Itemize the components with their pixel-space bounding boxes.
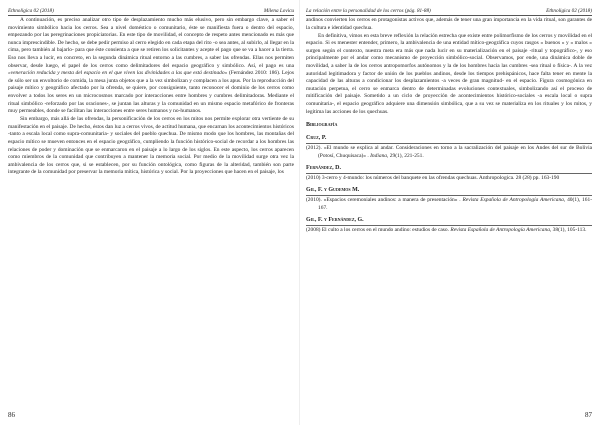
reference-text: (2012). «El mundo se explica al andar. Consideraciones en torno a la sacralización del paisaje en los Andes del sur de Bolivia (Potosí, Chuquisaca)» . Indiana, 29(1), 221-251. xyxy=(306,145,592,159)
page-number: 86 xyxy=(8,411,15,419)
journal-title: Ethnoligica 02 (2018) xyxy=(8,8,54,14)
reference-entry xyxy=(306,135,592,161)
journal-title: Ethnoligica 02 (2018) xyxy=(546,8,592,14)
gutter xyxy=(299,0,300,425)
reference-text: (2010) 3-cerro y 4-mundo: los números del banquete en las ofrendas quechuas. Anthropologica. 28 (28) pp. 163-190 xyxy=(306,175,560,182)
left-page xyxy=(8,0,294,425)
body-text xyxy=(306,17,592,403)
paragraph: A continuación, es preciso analizar otro tipo de desplazamiento mucho más elusivo, pero sin embargo clave, a saber el movimiento simbólico hacia los cerros. Sea a nivel doméstico o comunitario, éste se manifiesta fuera o dentro del espacio, empezando por las peregrinaciones propiciatorias. En este tipo de movilidad, el concepto de respeto antes mencionado es más que nunca imprescindible. De hecho, se debe pedir permiso al cerro elegido en cada etapa del rito -o sea antes, al subirlo, al llegar en la cima, pero también al bajarlo- para que éste consienta a que se retiren los solicitantes y acepte el pago que se va a hacer a la tierra. Eso nos lleva a lucir, en concreto, en la segunda dinámica ritual entorno a las cumbres, a saber las ofrendas. Ellas nos permiten observar, desde luego, el papel de los cerros como delimitadores del espacio geográfico y simbólico. Así, el pago es una «veneración reducida y mesta del espacio en el que viven las divinidades a las que está destinado» (Fernández 2010: 186). Lejos de sólo ser un envoltorio de comida, la mesa junta objetos que a la vez simbolizan y complacen a los apus. Por la reproducción del paisaje mítico y geográfico afectado por la ofrenda, se quiere, por consiguiente, tanto reconocer el dominio de los cerros como envolver a todos los seres en un microcosmos marcado por interacciones entre hombres y cumbres delimitadoras. Mediante el ritual simbólico -reforzado por las oraciones-, se juntan las alturas y la comunidad en un mismo espacio metafórico de fronteras muy permeables, donde se facilitan las interacciones entre seres humanos y no-humanos. xyxy=(8,17,294,115)
reference-text: (2010). «Espacios ceremoniales andinos: a manera de presentación» . Revista Española de Antropología Americana, 40(1), 161-167. xyxy=(306,197,592,211)
article-title: La relación entre la personalidad de los cerros (pág. 81-88) xyxy=(306,8,431,14)
paragraph: Sin embargo, más allá de las ofrendas, la personificación de los cerros en los mitos nos permite explorar otra vertiente de su manifestación en el paisaje. De hecho, éstos dan luz a cerros vivos, de actitud humana, que encarnan los acontecimientos históricos -tanto a escala local como supra-comunitaria- y sociales del pueblo quechua. De mismo modo que los hombres, las montañas del espacio mítico se mueven entonces en el espacio geográfico, cumpliendo la función histórico-social de recordar a los hombres las relaciones de poder y dominación que se enmarcaron en el paisaje a lo largo de los siglos. En este aspecto, los cerros aparecen como miembros de la comunidad que contribuyen a mantener la memoria social. Por medio de la movilidad surge otra vez la ambivalencia de los cerros que, si se establecen, por su función ontológica, como figuras de la alteridad, también son parte integrante de la comunidad por preservar la memoria mítica, histórica y social. Por la proyecciones que hacen en el paisaje, los xyxy=(8,116,294,176)
paragraph: andinos convierten los cerros en protagonistas activos que, además de tener una gran importancia en la vida ritual, son garantes de la cultura e identidad quechua. xyxy=(306,17,592,31)
reference-author: Gil, F. y Gudemos M. xyxy=(306,187,592,197)
reference-author: Cruz, P. xyxy=(306,135,592,145)
paragraph: En definitiva, vimos en esta breve reflexión la relación estrecha que existe entre polimorfismo de los cerros y movilidad en el espacio. Si es menester entender, primero, la ambivalencia de una entidad mítico-geográfica cuyos rasgos « buenos » y « malos » surgen según el contexto, nuestra meta era más que nada lucir en su materialización en el paisaje -ritual y topográfico-, y eso principalmente por el andar como mecanismo de proyección simbólico-social. Observamos, por ende, una dinámica doble de movilidad, a saber la de los cerros antropomorfos autónomos y la de los hombres hacia las cumbres -sea ritual o física-. A la vez autoridad legitimadora y factor de unión de los pueblos andinos, desde los tiempos prehispánicos, hace falta tener en mente la capacidad de las alturas a condicionar los desplazamientos -a veces de gran magnitud- en el espacio. Figura cosmogónica en mutación perpetua, el cerro se enmarca dentro de determinadas evoluciones contextuales, simbolizando así el proceso de mitificación del paisaje. Sometido a un ciclo de proyección de acontecimientos histórico-sociales -a escala local o supra comunitaria-, el espacio geográfico adquiere una dimensión simbólica, que a su vez se materializa en los rituales y los mitos, y legitima las acciones de los quechuas. xyxy=(306,32,592,115)
reference-entry xyxy=(306,165,592,183)
right-page xyxy=(306,0,592,425)
running-head xyxy=(8,4,294,16)
page-number: 87 xyxy=(585,411,592,419)
body-text xyxy=(8,17,294,403)
reference-author: Gil, F. y Fernández, G. xyxy=(306,217,592,227)
bibliography-heading: Bibliografía xyxy=(306,122,338,129)
reference-entry xyxy=(306,187,592,213)
running-head xyxy=(306,4,592,16)
reference-text: (2008) El culto a los cerros en el mundo andino: estudios de caso. Revista Española de Antropología Americana, 38(1), 105-113. xyxy=(306,227,587,234)
reference-author: Fernández, D. xyxy=(306,165,592,175)
reference-entry xyxy=(306,217,592,235)
author-name: Milena Lovicu xyxy=(263,8,294,14)
